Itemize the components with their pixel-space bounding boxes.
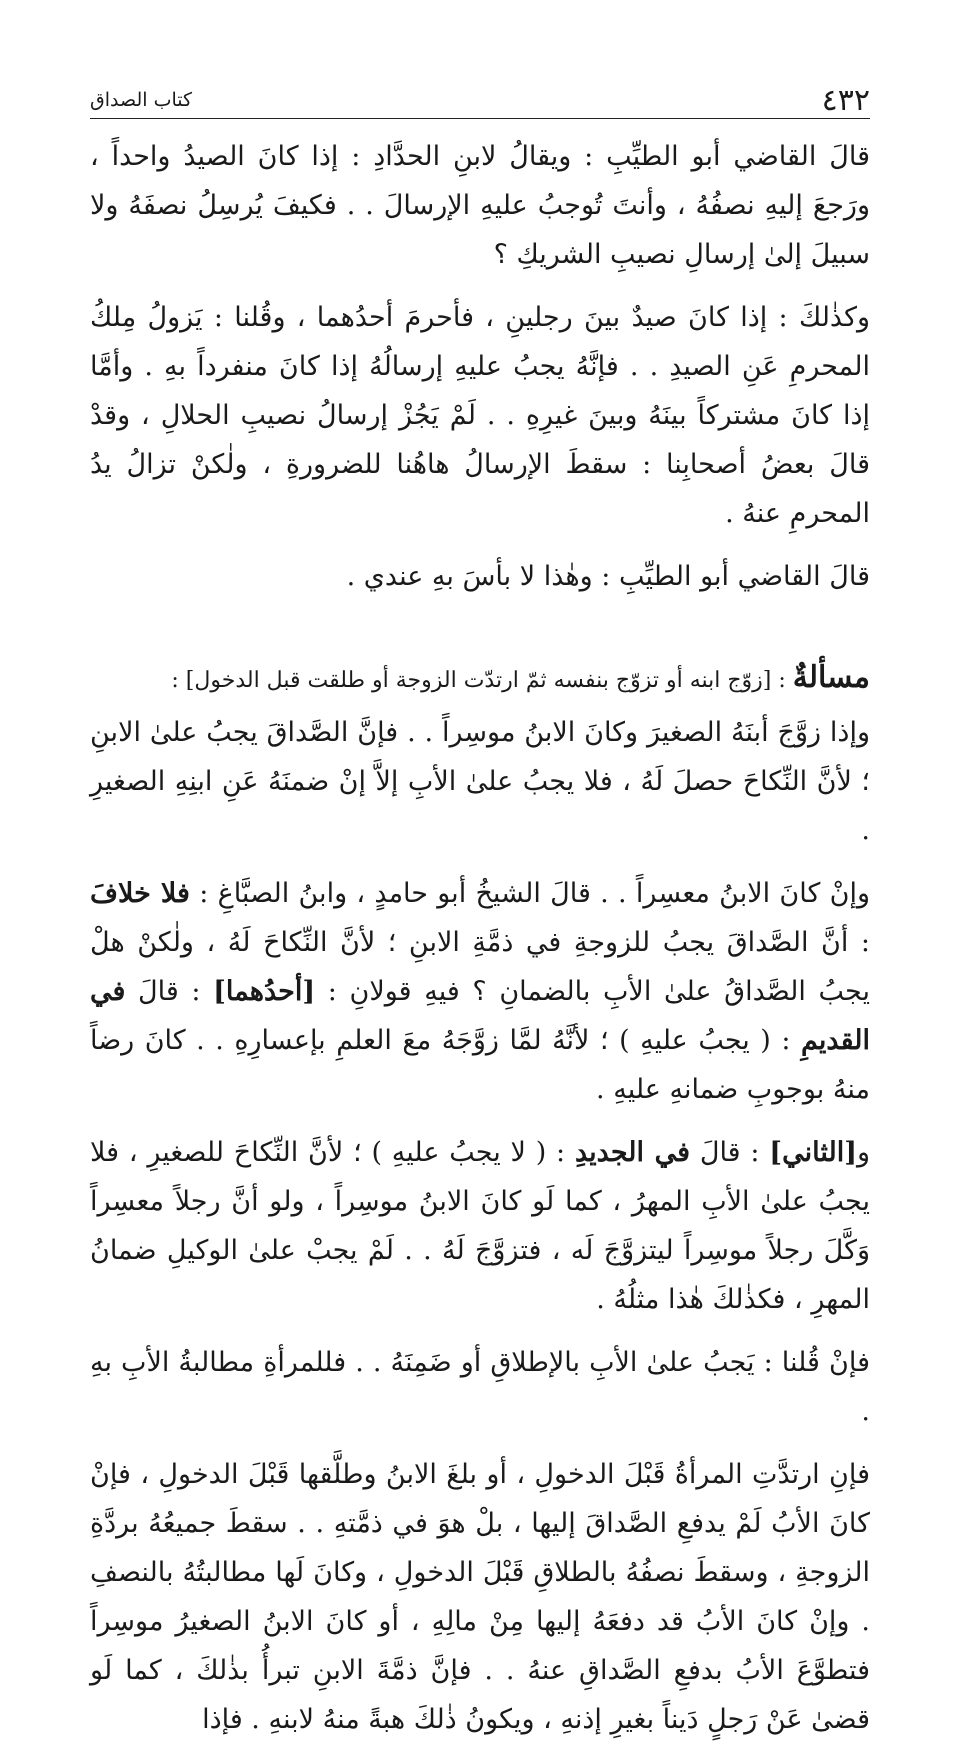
bold-term-second: [الثاني] bbox=[769, 1137, 857, 1168]
text-run: : قالَ bbox=[125, 976, 214, 1007]
bold-term-old-view: في القديمِ bbox=[90, 976, 870, 1056]
section-paragraph-2 bbox=[90, 869, 870, 1114]
page-body bbox=[90, 132, 870, 1758]
paragraph-1: قالَ القاضي أبو الطيِّبِ : ويقالُ لابنِ الحدَّادِ : إذا كانَ الصيدُ واحداً ، ورَجعَ إليهِ نصفُهُ ، وأنتَ تُوجبُ عليهِ الإرسالَ . . فكيفَ يُرسِلُ نصفَهُ ولا سبيلَ إلىٰ إرسالِ نصيبِ الشريكِ ؟ bbox=[90, 141, 870, 270]
paragraph-2: وكذٰلكَ : إذا كانَ صيدٌ بينَ رجلينِ ، فأحرمَ أحدُهما ، وقُلنا : يَزولُ مِلكُ المحرمِ عَنِ الصيدِ . . فإنَّهُ يجبُ عليهِ إرسالُهُ إذا كانَ منفرداً بهِ . وأمَّا إذا كانَ مشتركاً بينَهُ وبينَ غيرِهِ . . لَمْ يَجُزْ إرسالُ نصيبِ الحلالِ ، وقدْ قالَ بعضُ أصحابِنا : سقطَ الإرسالُ هاهُنا للضرورةِ ، ولٰكنْ تزالُ يدُ المحرمِ عنهُ . bbox=[90, 302, 870, 529]
page-number: ٤٣٢ bbox=[821, 82, 870, 118]
issue-heading bbox=[90, 655, 870, 704]
issue-label: مسألةٌ bbox=[792, 660, 870, 695]
running-title: كتاب الصداق bbox=[90, 89, 193, 111]
section-gap bbox=[90, 615, 870, 655]
issue-title: [زوّج ابنه أو تزوّج بنفسه ثمّ ارتدّت الزوجة أو طلقت قبل الدخول] : bbox=[171, 668, 772, 693]
text-run: : ( لا يجبُ عليهِ ) ؛ لأنَّ النِّكاحَ للصغيرِ ، فلا يجبُ علىٰ الأبِ المهرُ ، كما لَو كانَ الابنُ موسِراً ، ولو أنَّ رجلاً معسِراً وَكَّلَ رجلاً موسِراً ليتزوَّجَ لَه ، فتزوَّجَ لَهُ . . لَمْ يجبْ علىٰ الوكيلِ ضمانُ المهرِ ، فكذٰلكَ هٰذا مثلُهُ . bbox=[90, 1137, 870, 1315]
bold-term-first: [أحدُهما] bbox=[213, 976, 316, 1007]
text-run: : قالَ bbox=[690, 1137, 770, 1168]
text-run: : ( يجبُ عليهِ ) ؛ لأنَّهُ لمَّا زوَّجَهُ معَ العلمِ بإعسارِهِ . . كانَ رضاً منهُ بوجوبِ ضمانهِ عليهِ . bbox=[90, 1025, 870, 1105]
section-paragraph-3 bbox=[90, 1128, 870, 1324]
bold-term-no-dispute: فلا خلافَ bbox=[90, 878, 190, 909]
section-paragraph-1: وإذا زوَّجَ أبنَهُ الصغيرَ وكانَ الابنُ موسِراً . . فإنَّ الصَّداقَ يجبُ علىٰ الابنِ ؛ لأنَّ النِّكاحَ حصلَ لَهُ ، فلا يجبُ علىٰ الأبِ إلاَّ إنْ ضمنَهُ عَنِ ابنِهِ الصغيرِ . bbox=[90, 717, 870, 846]
text-run: وإنْ كانَ الابنُ معسِراً . . قالَ الشيخُ أبو حامدٍ ، وابنُ الصبَّاغِ : bbox=[189, 878, 870, 909]
section-paragraph-5: فإنِ ارتدَّتِ المرأةُ قَبْلَ الدخولِ ، أو بلغَ الابنُ وطلَّقها قَبْلَ الدخولِ ، فإنْ كانَ الأبُ لَمْ يدفعِ الصَّداقَ إليها ، بلْ هوَ في ذمَّتهِ . . سقطَ جميعُهُ بردَّةِ الزوجةِ ، وسقطَ نصفُهُ بالطلاقِ قَبْلَ الدخولِ ، وكانَ لَها مطالبتُهُ بالنصفِ . وإنْ كانَ الأبُ قد دفعَهُ إليها مِنْ مالِهِ ، أو كانَ الابنُ الصغيرُ موسِراً فتطوَّعَ الأبُ بدفعِ الصَّداقِ عنهُ . . فإنَّ ذمَّةَ الابنِ تبرأُ بذٰلكَ ، كما لَو قضىٰ عَنْ رَجلٍ دَيناً بغيرِ إذنهِ ، ويكونُ ذٰلكَ هبةً منهُ لابنهِ . فإذا bbox=[90, 1459, 870, 1735]
book-page bbox=[90, 0, 871, 1735]
page-header bbox=[90, 82, 870, 119]
paragraph-3: قالَ القاضي أبو الطيِّبِ : وهٰذا لا بأسَ بهِ عندي . bbox=[346, 561, 870, 592]
issue-separator: : bbox=[771, 668, 793, 693]
text-run: : أنَّ الصَّداقَ يجبُ للزوجةِ في ذمَّةِ الابنِ ؛ لأنَّ النِّكاحَ لَهُ ، ولٰكنْ هلْ يجبُ الصَّداقُ علىٰ الأبِ بالضمانِ ؟ فيهِ قولانِ : bbox=[90, 927, 870, 1007]
text-run: و bbox=[856, 1137, 871, 1168]
section-paragraph-4: فإنْ قُلنا : يَجبُ علىٰ الأبِ بالإطلاقِ أو ضَمِنَهُ . . فللمرأةِ مطالبةُ الأبِ بهِ . bbox=[90, 1347, 870, 1427]
bold-term-new-view: في الجديدِ bbox=[574, 1137, 691, 1168]
